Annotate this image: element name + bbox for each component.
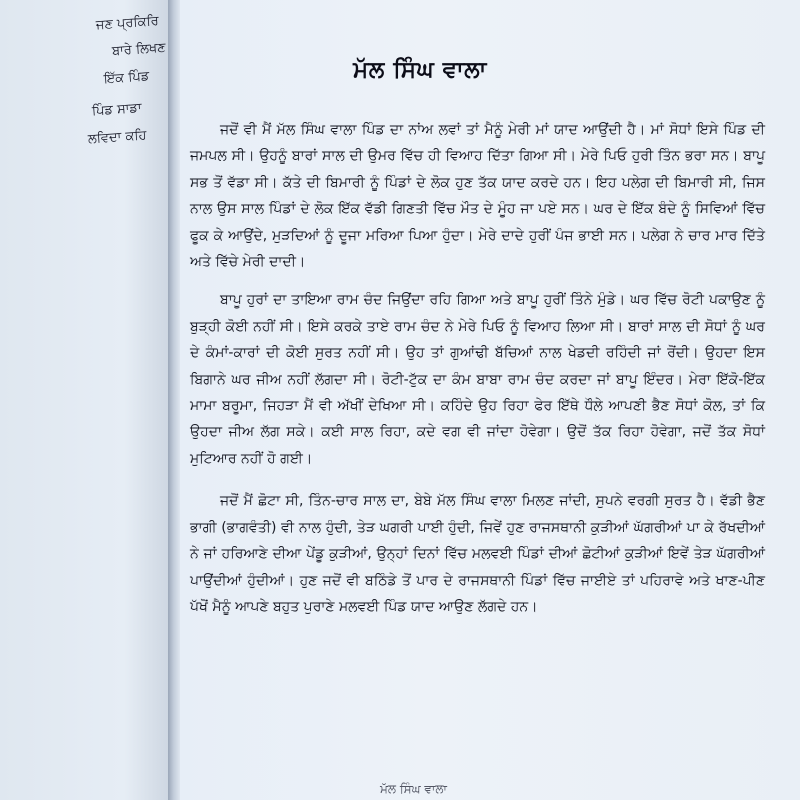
paragraph: ਜਦੋਂ ਵੀ ਮੈਂ ਮੱਲ ਸਿੰਘ ਵਾਲਾ ਪਿੰਡ ਦਾ ਨਾਂਅ ਲਵਾਂ ਤਾਂ ਮੈਨੂੰ ਮੇਰੀ ਮਾਂ ਯਾਦ ਆਉਂਦੀ ਹੈ। ਮਾਂ ਸੋਧਾਂ ਇਸੇ ਪਿੰਡ ਦੀ ਜਮਪਲ ਸੀ। ਉਹਨੂੰ ਬਾਰਾਂ ਸਾਲ ਦੀ ਉਮਰ ਵਿੱਚ ਹੀ ਵਿਆਹ ਦਿੱਤਾ ਗਿਆ ਸੀ। ਮੇਰੇ ਪਿਓ ਹੁਰੀ ਤਿੰਨ ਭਰਾ ਸਨ। ਬਾਪੂ ਸਭ ਤੋਂ ਵੱਡਾ ਸੀ। ਕੱਤੇ ਦੀ ਬਿਮਾਰੀ ਨੂੰ ਪਿੰਡਾਂ ਦੇ ਲੋਕ ਹੁਣ ਤੱਕ ਯਾਦ ਕਰਦੇ ਹਨ। ਇਹ ਪਲੇਗ ਦੀ ਬਿਮਾਰੀ ਸੀ, ਜਿਸ ਨਾਲ ਉਸ ਸਾਲ ਪਿੰਡਾਂ ਦੇ ਲੋਕ ਇੱਕ ਵੱਡੀ ਗਿਣਤੀ ਵਿੱਚ ਮੌਤ ਦੇ ਮੂੰਹ ਜਾ ਪਏ ਸਨ। ਘਰ ਦੇ ਇੱਕ ਬੰਦੇ ਨੂੰ ਸਿਵਿਆਂ ਵਿੱਚ ਫੂਕ ਕੇ ਆਉਂਦੇ, ਮੁੜਦਿਆਂ ਨੂੰ ਦੂਜਾ ਮਰਿਆ ਪਿਆ ਹੁੰਦਾ। ਮੇਰੇ ਦਾਦੇ ਹੁਰੀਂ ਪੰਜ ਭਾਈ ਸਨ। ਪਲੇਗ ਨੇ ਚਾਰ ਮਾਰ ਦਿੱਤੇ ਅਤੇ ਵਿੱਚੇ ਮੇਰੀ ਦਾਦੀ।	[190, 122, 765, 271]
paragraph: ਜਦੋਂ ਮੈਂ ਛੋਟਾ ਸੀ, ਤਿੰਨ-ਚਾਰ ਸਾਲ ਦਾ, ਬੇਬੇ ਮੱਲ ਸਿੰਘ ਵਾਲਾ ਮਿਲਣ ਜਾਂਦੀ, ਸੁਪਨੇ ਵਰਗੀ ਸੁਰਤ ਹੈ। ਵੱਡੀ ਭੈਣ ਭਾਗੀ (ਭਾਗਵੰਤੀ) ਵੀ ਨਾਲ ਹੁੰਦੀ, ਤੇੜ ਘਗਰੀ ਪਾਈ ਹੁੰਦੀ, ਜਿਵੇਂ ਹੁਣ ਰਾਜਸਥਾਨੀ ਕੁੜੀਆਂ ਘੱਗਰੀਆਂ ਪਾ ਕੇ ਰੱਖਦੀਆਂ ਨੇ ਜਾਂ ਹਰਿਆਣੇ ਦੀਆ ਪੇਂਡੂ ਕੁੜੀਆਂ, ਉਨ੍ਹਾਂ ਦਿਨਾਂ ਵਿੱਚ ਮਲਵਈ ਪਿੰਡਾਂ ਦੀਆਂ ਛੋਟੀਆਂ ਕੁੜੀਆਂ ਇਵੇਂ ਤੇੜ ਘੱਗਰੀਆਂ ਪਾਉਂਦੀਆਂ ਹੁੰਦੀਆਂ। ਹੁਣ ਜਦੋਂ ਵੀ ਬਠਿੰਡੇ ਤੋਂ ਪਾਰ ਦੇ ਰਾਜਸਥਾਨੀ ਪਿੰਡਾਂ ਵਿੱਚ ਜਾਈਏ ਤਾਂ ਪਹਿਰਾਵੇ ਅਤੇ ਖਾਣ-ਪੀਣ ਪੱਖੋਂ ਮੈਨੂੰ ਆਪਣੇ ਬਹੁਤ ਪੁਰਾਣੇ ਮਲਵਈ ਪਿੰਡ ਯਾਦ ਆਉਣ ਲੱਗਦੇ ਹਨ।	[190, 493, 765, 615]
left-page-line: ਬਾਰੇ ਲਿਖਣ	[111, 40, 167, 59]
left-page	[0, 0, 178, 800]
paragraph: ਬਾਪੂ ਹੁਰਾਂ ਦਾ ਤਾਇਆ ਰਾਮ ਚੰਦ ਜਿਉਂਦਾ ਰਹਿ ਗਿਆ ਅਤੇ ਬਾਪੂ ਹੁਰੀਂ ਤਿੰਨੇ ਮੁੰਡੇ। ਘਰ ਵਿੱਚ ਰੋਟੀ ਪਕਾਉਣ ਨੂੰ ਬੁੜ੍ਹੀ ਕੋਈ ਨਹੀਂ ਸੀ। ਇਸੇ ਕਰਕੇ ਤਾਏ ਰਾਮ ਚੰਦ ਨੇ ਮੇਰੇ ਪਿਓ ਨੂੰ ਵਿਆਹ ਲਿਆ ਸੀ। ਬਾਰਾਂ ਸਾਲ ਦੀ ਸੋਧਾਂ ਨੂੰ ਘਰ ਦੇ ਕੰਮਾਂ-ਕਾਰਾਂ ਦੀ ਕੋਈ ਸੁਰਤ ਨਹੀਂ ਸੀ। ਉਹ ਤਾਂ ਗੁਆਂਢੀ ਬੱਚਿਆਂ ਨਾਲ ਖੇਡਦੀ ਰਹਿੰਦੀ ਜਾਂ ਰੋਂਦੀ। ਉਹਦਾ ਇਸ ਬਿਗਾਨੇ ਘਰ ਜੀਅ ਨਹੀਂ ਲੱਗਦਾ ਸੀ। ਰੋਟੀ-ਟੁੱਕ ਦਾ ਕੰਮ ਬਾਬਾ ਰਾਮ ਚੰਦ ਕਰਦਾ ਜਾਂ ਬਾਪੂ ਇੰਦਰ। ਮੇਰਾ ਇੱਕੋ-ਇੱਕ ਮਾਮਾ ਬਰੂਮਾ, ਜਿਹੜਾ ਮੈਂ ਵੀ ਅੱਖੀਂ ਦੇਖਿਆ ਸੀ। ਕਹਿੰਦੇ ਉਹ ਰਿਹਾ ਫੇਰ ਇੱਥੇ ਧੌਲੇ ਆਪਣੀ ਭੈਣ ਸੋਧਾਂ ਕੋਲ, ਤਾਂ ਕਿ ਉਹਦਾ ਜੀਅ ਲੱਗ ਸਕੇ। ਕਈ ਸਾਲ ਰਿਹਾ, ਕਦੇ ਵਗ ਵੀ ਜਾਂਦਾ ਹੋਵੇਗਾ। ਉਦੋਂ ਤੱਕ ਰਿਹਾ ਹੋਵੇਗਾ, ਜਦੋਂ ਤੱਕ ਸੋਧਾਂ ਮੁਟਿਆਰ ਨਹੀਂ ਹੋ ਗਈ।	[190, 292, 765, 467]
left-page-line: ਲਵਿਦਾ ਕਹਿ	[87, 127, 147, 147]
chapter-body	[190, 117, 765, 632]
page-footer: ਮੱਲ ਸਿੰਘ ਵਾਲਾ	[380, 782, 447, 796]
chapter-title: ਮੱਲ ਸਿੰਘ ਵਾਲਾ	[353, 57, 487, 83]
left-page-line: ਜਣ ਪ੍ਰਕਿਰਿ	[95, 13, 160, 33]
left-page-line: ਪਿੰਡ ਸਾਡਾ	[91, 100, 143, 119]
right-page	[180, 0, 800, 800]
left-page-line: ਇੱਕ ਪਿੰਡ	[103, 68, 150, 87]
